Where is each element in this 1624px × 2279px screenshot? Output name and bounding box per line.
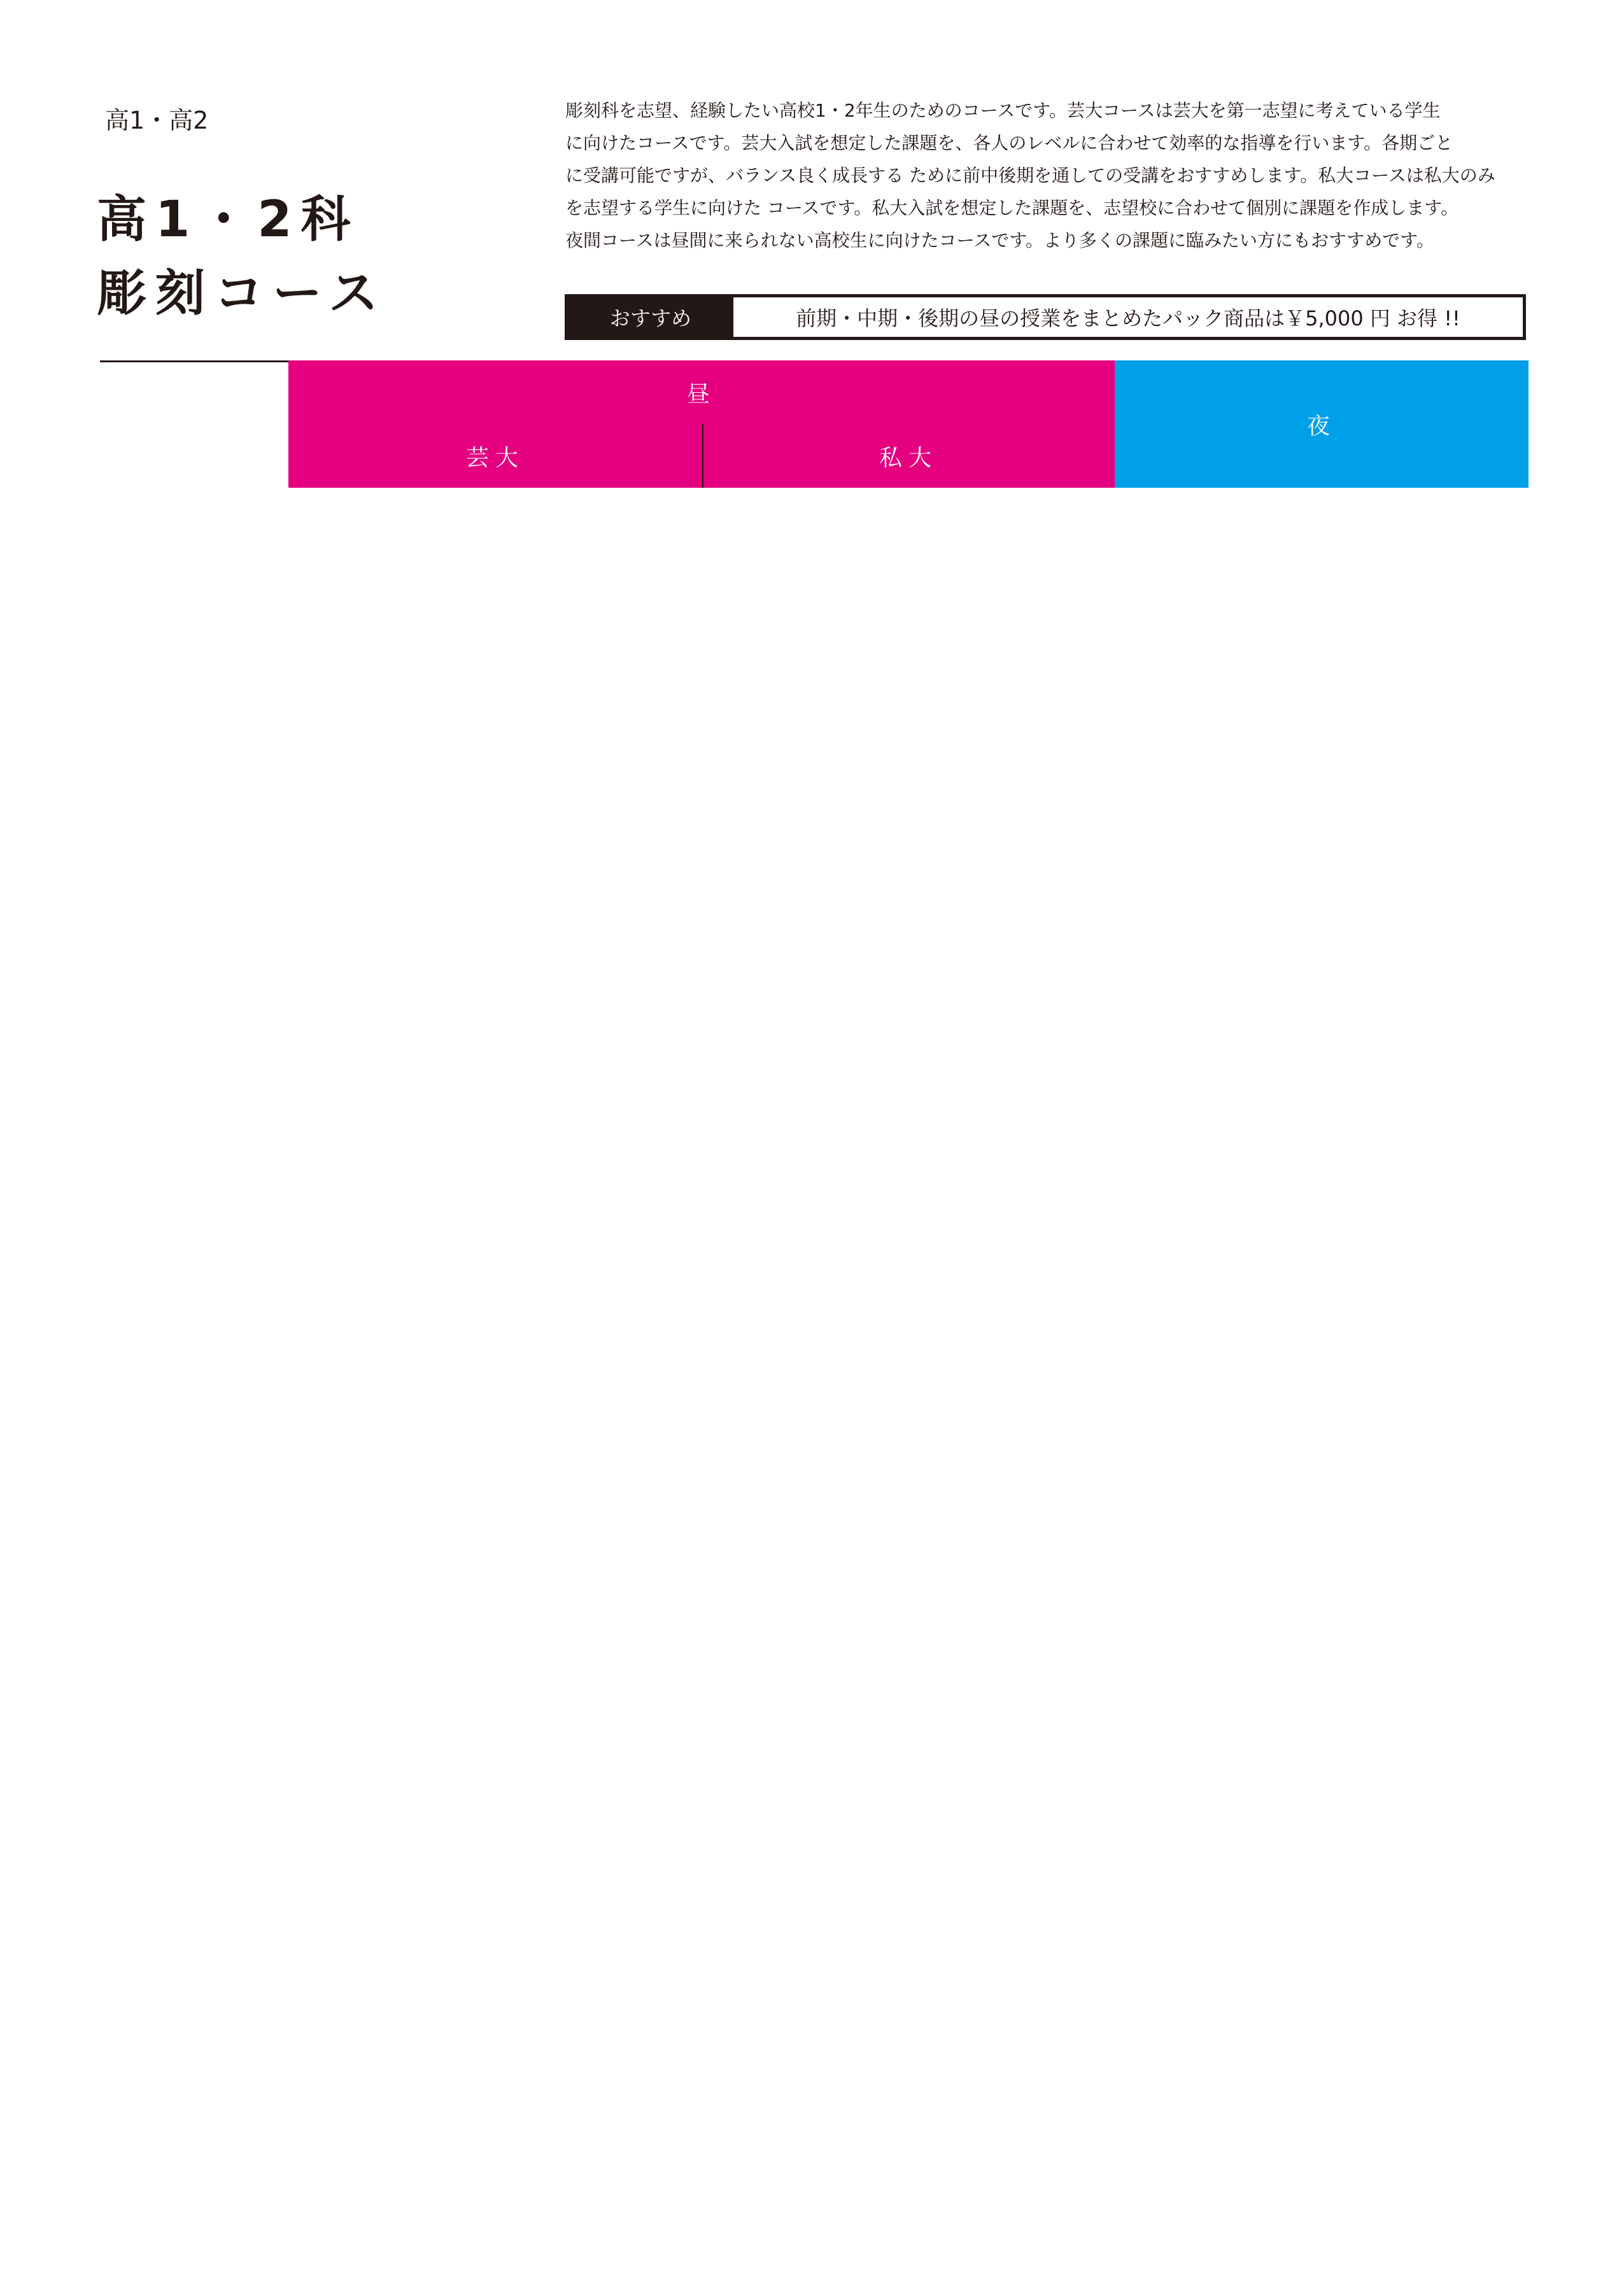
page-title-line1: 高1・2科 xyxy=(97,191,360,248)
column-divider xyxy=(702,424,703,488)
description-line: 夜間コースは昼間に来られない高校生に向けたコースです。より多くの課題に臨みたい方にもおすすめです。 xyxy=(565,230,1435,251)
header-day: 昼 xyxy=(288,360,1115,424)
description-line: に向けたコースです。芸大入試を想定した課題を、各人のレベルに合わせて効率的な指導を行います。各期ごと xyxy=(565,132,1453,153)
course-description xyxy=(565,94,1533,257)
schedule-table xyxy=(100,360,1529,2190)
page-title-line2: 彫刻コース xyxy=(97,265,388,322)
recommend-label: おすすめ xyxy=(568,297,733,337)
description-line: 彫刻科を志望、経験したい高校1・2年生のためのコースです。芸大コースは芸大を第一志望に考えている学生 xyxy=(565,100,1441,121)
recommend-box xyxy=(565,294,1526,340)
header-shidai: 私大 xyxy=(702,424,1115,488)
description-line: に受講可能ですが、バランス良く成長する ために前中後期を通しての受講をおすすめします。私大コースは私大のみ xyxy=(565,165,1495,186)
grade-label: 高1・高2 xyxy=(105,106,209,134)
recommend-text: 前期・中期・後期の昼の授業をまとめたパック商品は￥5,000 円 お得 !! xyxy=(796,306,1460,330)
header-night: 夜 xyxy=(1115,360,1529,488)
row-divider xyxy=(100,360,288,362)
description-line: を志望する学生に向けた コースです。私大入試を想定した課題を、志望校に合わせて個別に課題を作成します。 xyxy=(565,197,1459,218)
header-geidai: 芸大 xyxy=(288,424,702,488)
